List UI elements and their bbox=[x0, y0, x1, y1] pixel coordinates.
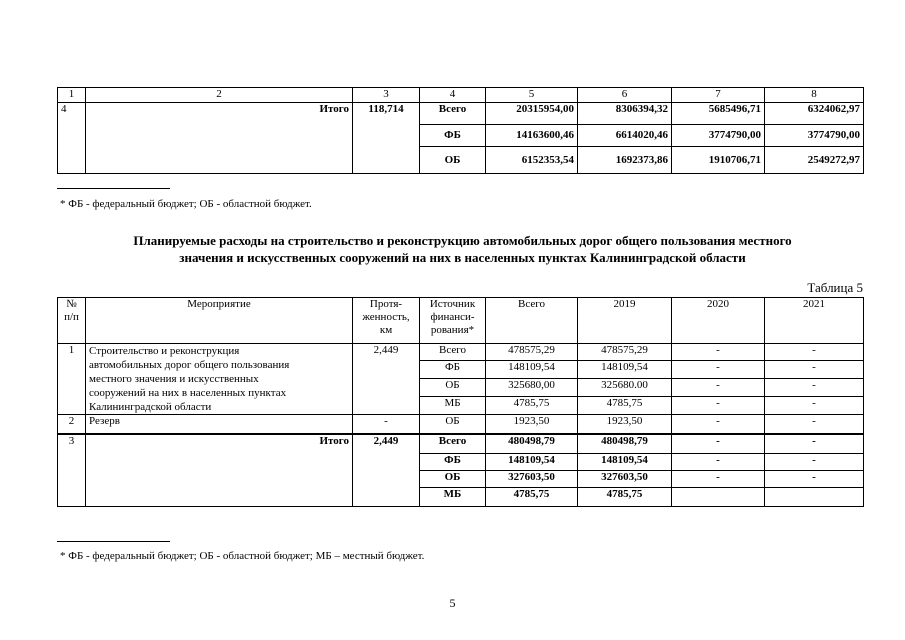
header-text: Протя- bbox=[369, 298, 403, 310]
table-row bbox=[58, 415, 864, 435]
value-cell: - bbox=[672, 344, 765, 361]
value-cell: 148109,54 bbox=[486, 454, 578, 471]
value-cell bbox=[672, 488, 765, 507]
value-cell: - bbox=[765, 471, 864, 488]
header-no bbox=[58, 298, 86, 344]
value-cell: - bbox=[672, 361, 765, 379]
value-cell: 480498,79 bbox=[486, 434, 578, 454]
value-cell: - bbox=[672, 397, 765, 415]
value-cell: 2549272,97 bbox=[765, 147, 864, 174]
row-number: 2 bbox=[58, 415, 86, 435]
value-cell bbox=[765, 488, 864, 507]
value-cell: - bbox=[765, 344, 864, 361]
value-cell: 148109,54 bbox=[578, 361, 672, 379]
value-cell: 1910706,71 bbox=[672, 147, 765, 174]
value-cell: 148109,54 bbox=[578, 454, 672, 471]
table-row bbox=[58, 344, 864, 361]
value-cell: - bbox=[765, 434, 864, 454]
value-cell: - bbox=[765, 397, 864, 415]
value-cell: 478575,29 bbox=[486, 344, 578, 361]
value-cell: 8306394,32 bbox=[578, 103, 672, 125]
header-cell: 1 bbox=[58, 88, 86, 103]
value-cell: 325680,00 bbox=[486, 379, 578, 397]
value-cell: 6152353,54 bbox=[486, 147, 578, 174]
header-cell: 8 bbox=[765, 88, 864, 103]
value-cell: - bbox=[672, 415, 765, 435]
activity-line: автомобильных дорог общего пользования bbox=[89, 359, 290, 371]
header-text: женность, bbox=[362, 311, 410, 323]
table-header-row bbox=[58, 298, 864, 344]
header-cell: 3 bbox=[353, 88, 420, 103]
header-cell: 7 bbox=[672, 88, 765, 103]
header-cell: 6 bbox=[578, 88, 672, 103]
header-source bbox=[420, 298, 486, 344]
value-cell: - bbox=[765, 415, 864, 435]
header-cell: 2 bbox=[86, 88, 353, 103]
header-activity: Мероприятие bbox=[86, 298, 353, 344]
value-cell: - bbox=[672, 471, 765, 488]
activity-line: сооружений на них в населенных пунктах bbox=[89, 387, 287, 399]
value-cell: 4785,75 bbox=[486, 397, 578, 415]
activity-cell: Резерв bbox=[86, 415, 353, 435]
value-cell: 14163600,46 bbox=[486, 125, 578, 147]
page-title bbox=[60, 232, 865, 266]
source-cell: МБ bbox=[420, 397, 486, 415]
footnote: * ФБ - федеральный бюджет; ОБ - областной бюджет; МБ – местный бюджет. bbox=[60, 550, 425, 562]
title-line: значения и искусственных сооружений на них в населенных пунктах Калининградской области bbox=[179, 250, 746, 265]
row-number: 1 bbox=[58, 344, 86, 415]
expenses-table bbox=[57, 297, 864, 507]
source-cell: Всего bbox=[420, 344, 486, 361]
activity-line: Калининградской области bbox=[89, 401, 212, 413]
source-cell: Всего bbox=[420, 434, 486, 454]
activity-cell bbox=[86, 344, 353, 415]
header-text: финанси- bbox=[430, 311, 475, 323]
source-cell: ОБ bbox=[420, 379, 486, 397]
header-2020: 2020 bbox=[672, 298, 765, 344]
source-cell: Всего bbox=[420, 103, 486, 125]
table-label: Таблица 5 bbox=[807, 280, 863, 295]
value-cell: 327603,50 bbox=[486, 471, 578, 488]
value-cell: 148109,54 bbox=[486, 361, 578, 379]
summary-table bbox=[57, 87, 864, 174]
footnote-divider bbox=[57, 188, 170, 189]
header-total: Всего bbox=[486, 298, 578, 344]
activity-line: местного значения и искусственных bbox=[89, 373, 259, 385]
table-row bbox=[58, 434, 864, 454]
value-cell: 4785,75 bbox=[486, 488, 578, 507]
header-length bbox=[353, 298, 420, 344]
value-cell: - bbox=[672, 379, 765, 397]
length-cell: 118,714 bbox=[353, 103, 420, 174]
value-cell: 480498,79 bbox=[578, 434, 672, 454]
source-cell: МБ bbox=[420, 488, 486, 507]
value-cell: 3774790,00 bbox=[765, 125, 864, 147]
table-header-row bbox=[58, 88, 864, 103]
source-cell: ФБ bbox=[420, 454, 486, 471]
length-cell: - bbox=[353, 415, 420, 435]
value-cell: - bbox=[765, 361, 864, 379]
activity-line: Строительство и реконструкция bbox=[89, 345, 240, 357]
value-cell: 1923,50 bbox=[578, 415, 672, 435]
value-cell: - bbox=[672, 454, 765, 471]
length-cell: 2,449 bbox=[353, 434, 420, 507]
page-number: 5 bbox=[449, 596, 456, 610]
table-row bbox=[58, 103, 864, 125]
value-cell: 325680.00 bbox=[578, 379, 672, 397]
source-cell: ОБ bbox=[420, 147, 486, 174]
value-cell: - bbox=[765, 454, 864, 471]
value-cell: 6614020,46 bbox=[578, 125, 672, 147]
value-cell: 4785,75 bbox=[578, 488, 672, 507]
value-cell: 478575,29 bbox=[578, 344, 672, 361]
value-cell: 4785,75 bbox=[578, 397, 672, 415]
header-2019: 2019 bbox=[578, 298, 672, 344]
header-text: Источник bbox=[429, 298, 476, 310]
header-text: № bbox=[66, 298, 77, 310]
source-cell: ФБ bbox=[420, 125, 486, 147]
header-2021: 2021 bbox=[765, 298, 864, 344]
header-cell: 4 bbox=[420, 88, 486, 103]
source-cell: ФБ bbox=[420, 361, 486, 379]
row-number: 4 bbox=[58, 103, 86, 174]
footnote: * ФБ - федеральный бюджет; ОБ - областной бюджет. bbox=[60, 198, 312, 210]
value-cell: 327603,50 bbox=[578, 471, 672, 488]
header-text: км bbox=[379, 324, 393, 336]
total-label: Итого bbox=[86, 103, 353, 174]
value-cell: 1923,50 bbox=[486, 415, 578, 435]
length-cell: 2,449 bbox=[353, 344, 420, 415]
value-cell: 6324062,97 bbox=[765, 103, 864, 125]
header-cell: 5 bbox=[486, 88, 578, 103]
value-cell: 5685496,71 bbox=[672, 103, 765, 125]
value-cell: - bbox=[765, 379, 864, 397]
header-text: рования* bbox=[430, 324, 475, 336]
value-cell: - bbox=[672, 434, 765, 454]
row-number: 3 bbox=[58, 434, 86, 507]
source-cell: ОБ bbox=[420, 415, 486, 435]
value-cell: 20315954,00 bbox=[486, 103, 578, 125]
value-cell: 1692373,86 bbox=[578, 147, 672, 174]
title-line: Планируемые расходы на строительство и реконструкцию автомобильных дорог общего пользования местного bbox=[133, 233, 792, 248]
footnote-divider bbox=[57, 541, 170, 542]
source-cell: ОБ bbox=[420, 471, 486, 488]
total-label: Итого bbox=[86, 434, 353, 507]
value-cell: 3774790,00 bbox=[672, 125, 765, 147]
header-text: п/п bbox=[64, 311, 79, 323]
